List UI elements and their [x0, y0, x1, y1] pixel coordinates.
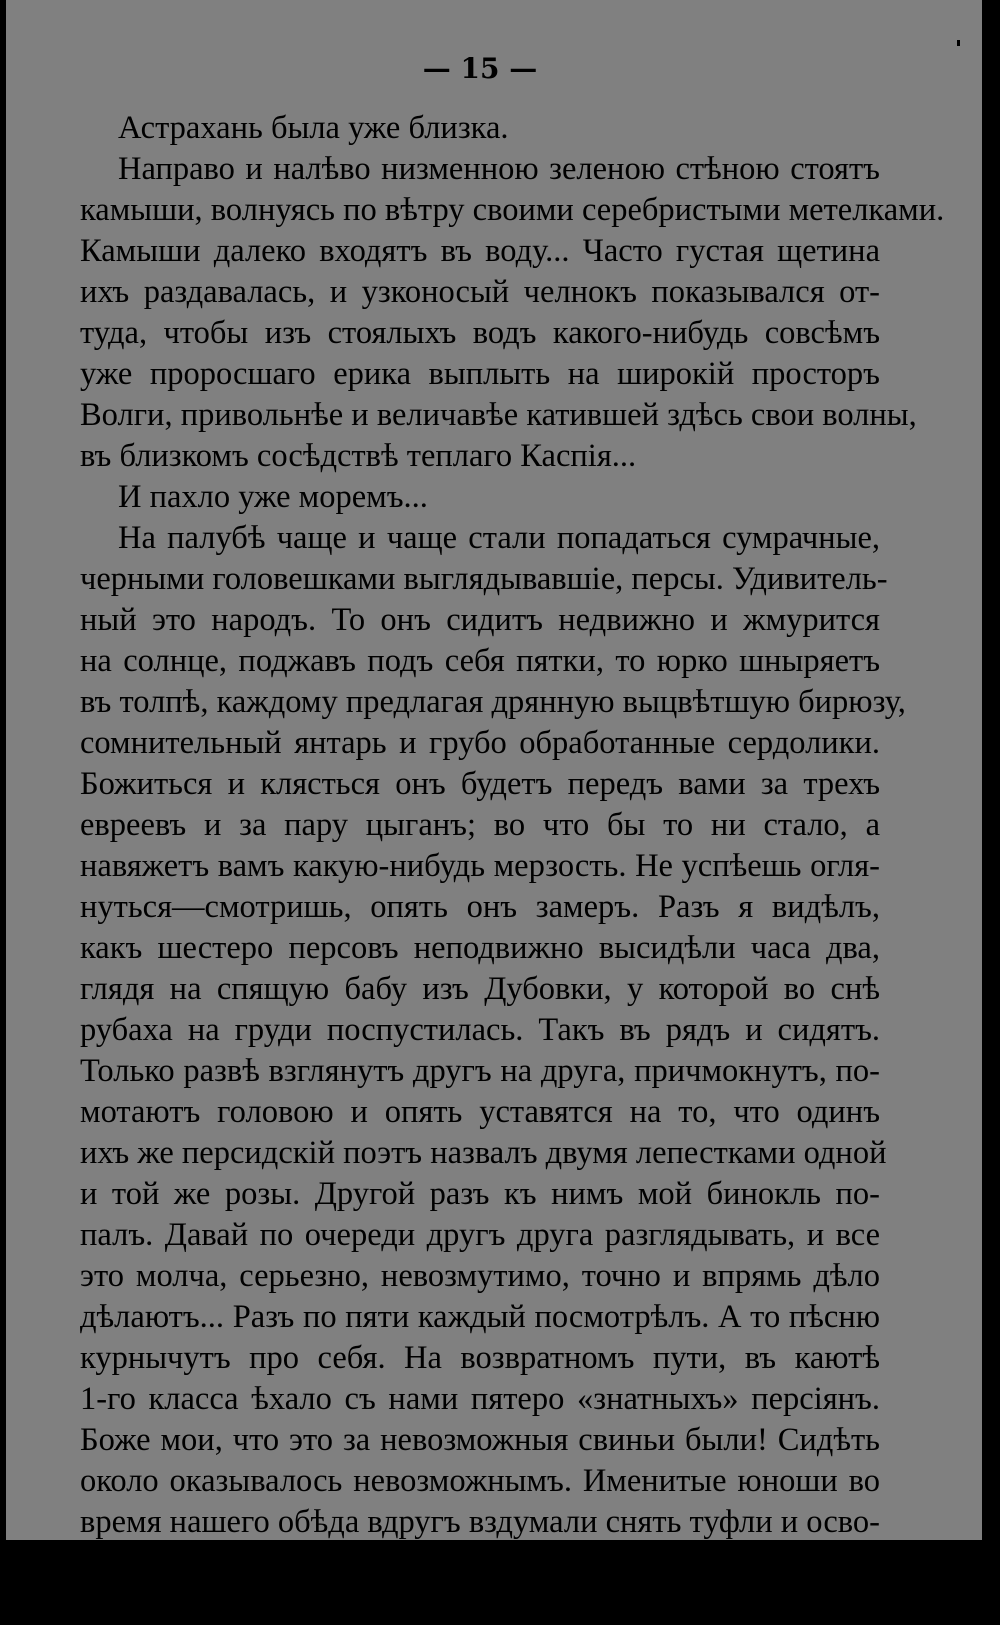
text-line: уже проросшаго ерика выплыть на широкій просторъ: [80, 356, 880, 392]
text-line: въ близкомъ сосѣдствѣ теплаго Каспія...: [80, 438, 637, 474]
text-line: На палубѣ чаще и чаще стали попадаться сумрачные,: [118, 520, 880, 556]
text-line: палъ. Давай по очереди другъ друга разглядывать, и все: [80, 1217, 880, 1253]
text-line: рубаха на груди поспустилась. Такъ въ рядъ и сидятъ.: [80, 1012, 880, 1048]
text-line: нуться—смотришь, опять онъ замеръ. Разъ я видѣлъ,: [80, 889, 880, 925]
text-line: черными головешками выглядывавшіе, персы. Удивитель-: [80, 561, 888, 597]
text-line: Астрахань была уже близка.: [118, 110, 509, 146]
text-line: около оказывалось невозможнымъ. Именитые юноши во: [80, 1463, 880, 1499]
text-line: 1-го класса ѣхало съ нами пятеро «знатныхъ» персіянъ.: [80, 1381, 880, 1417]
text-line: навяжетъ вамъ какую-нибудь мерзость. Не успѣешь огля-: [80, 848, 880, 884]
text-line: ный это народъ. То онъ сидитъ недвижно и жмурится: [80, 602, 880, 638]
text-line: евреевъ и за пару цыганъ; во что бы то ни стало, а: [80, 807, 880, 843]
text-line: гимъ противно, а сами ни съ мѣста, точно и впрямь: [80, 1586, 880, 1622]
text-line: курнычутъ про себя. На возвратномъ пути, въ каютѣ: [80, 1340, 880, 1376]
text-line: Боже мои, что это за невозможныя свиньи были! Сидѣть: [80, 1422, 880, 1458]
left-scan-border: [0, 0, 6, 1540]
text-line: Камыши далеко входятъ въ воду... Часто густая щетина: [80, 233, 880, 269]
text-line: Только развѣ взглянутъ другъ на друга, причмокнутъ, по-: [80, 1053, 880, 1089]
text-line: туда, чтобы изъ стоялыхъ водъ какого-нибудь совсѣмъ: [80, 315, 880, 351]
page-number: — 15 —: [422, 52, 538, 85]
text-line: время нашего обѣда вдругъ вздумали снять туфли и осво-: [80, 1504, 880, 1540]
text-line: Направо и налѣво низменною зеленою стѣною стоятъ: [118, 151, 880, 187]
text-line: въ толпѣ, каждому предлагая дрянную выцвѣтшую бирюзу,: [80, 684, 906, 720]
text-line: Божиться и клясться онъ будетъ передъ вами за трехъ: [80, 766, 880, 802]
scan-speck: [957, 40, 960, 46]
body-text: [80, 108, 945, 1625]
text-line: бодить свои ноги отъ чулокъ. И вѣдь видятъ, что дру-: [80, 1545, 880, 1581]
text-line: дѣлаютъ... Разъ по пяти каждый посмотрѣлъ. А то пѣсню: [80, 1299, 880, 1335]
text-line: И пахло уже моремъ...: [118, 479, 428, 515]
text-line: это молча, серьезно, невозмутимо, точно и впрямь дѣло: [80, 1258, 880, 1294]
text-line: камыши, волнуясь по вѣтру своими серебристыми метелками.: [80, 192, 945, 228]
text-line: какъ шестеро персовъ неподвижно высидѣли часа два,: [80, 930, 880, 966]
text-line: на солнце, поджавъ подъ себя пятки, то юрко шныряетъ: [80, 643, 880, 679]
text-line: сомнительный янтарь и грубо обработанные сердолики.: [80, 725, 880, 761]
text-line: ихъ раздавалась, и узконосый челнокъ показывался от-: [80, 274, 880, 310]
text-line: мотаютъ головою и опять уставятся на то, что одинъ: [80, 1094, 880, 1130]
text-line: глядя на спящую бабу изъ Дубовки, у которой во снѣ: [80, 971, 880, 1007]
text-line: ихъ же персидскій поэтъ назвалъ двумя лепестками одной: [80, 1135, 887, 1171]
text-line: Волги, привольнѣе и величавѣе катившей здѣсь свои волны,: [80, 397, 917, 433]
right-scan-border: [982, 0, 1000, 1540]
text-line: и той же розы. Другой разъ къ нимъ мой бинокль по-: [80, 1176, 880, 1212]
